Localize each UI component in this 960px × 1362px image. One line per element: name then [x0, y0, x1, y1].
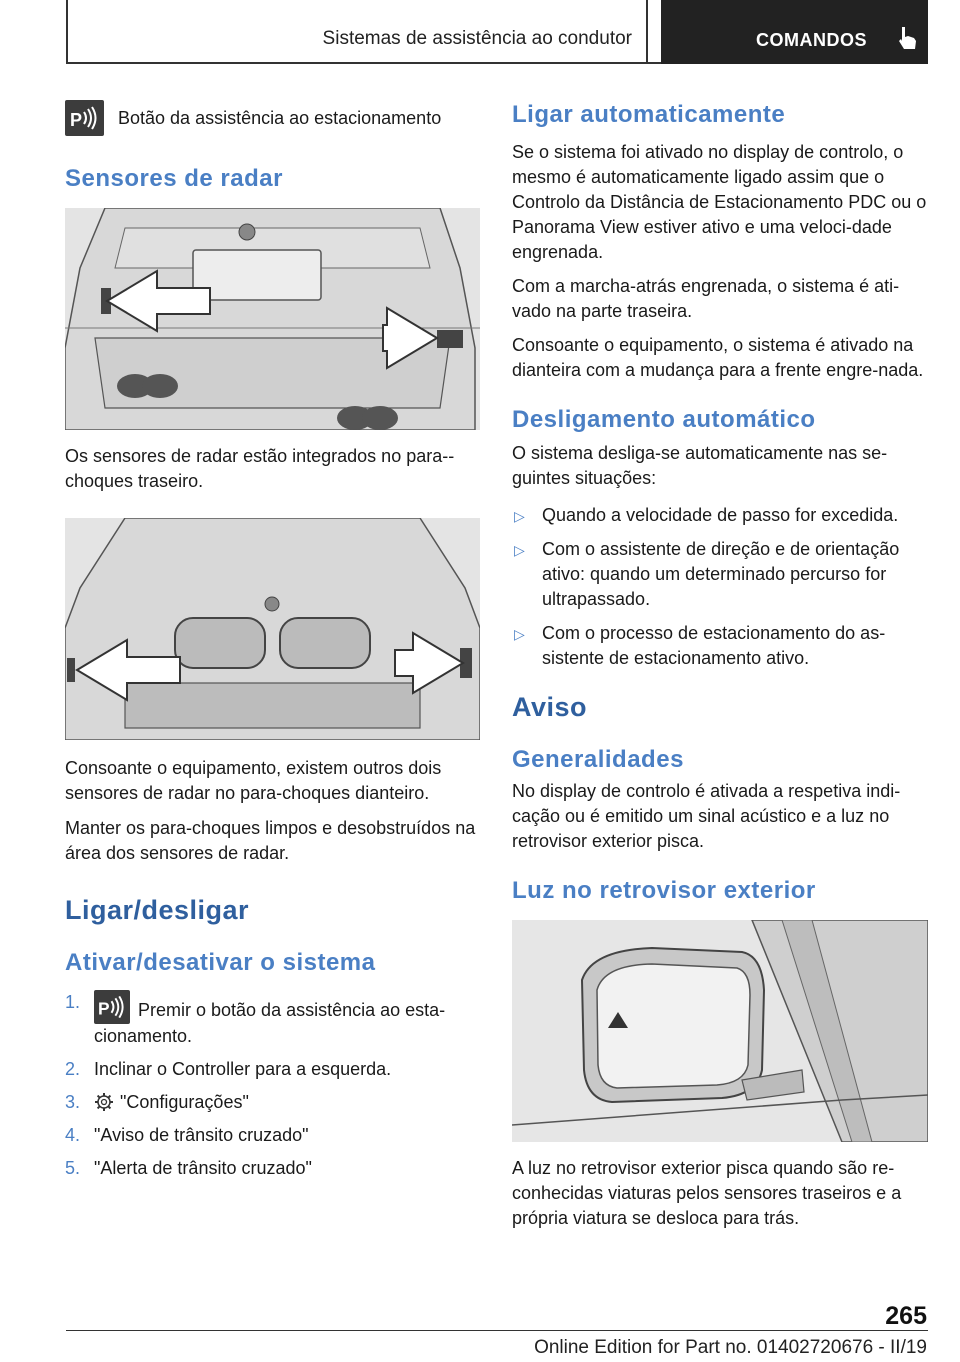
step-text: "Configurações" — [120, 1092, 249, 1112]
step-text: Premir o botão da assistência ao esta-cionamento. — [94, 1000, 446, 1046]
triangle-bullet-icon: ▷ — [514, 626, 525, 642]
keep-clean-text: Manter os para-choques limpos e desobstruídos na área dos sensores de radar. — [65, 818, 476, 863]
gear-icon — [94, 1092, 114, 1112]
page-number: 265 — [885, 1302, 927, 1330]
list-item — [512, 537, 930, 612]
list-item-text: Quando a velocidade de passo for excedida. — [542, 505, 899, 525]
mirror-figure — [512, 920, 928, 1142]
step-number: 4. — [65, 1125, 81, 1145]
step-item — [65, 1057, 480, 1082]
header-section-title: Sistemas de assistência ao condutor — [322, 28, 632, 49]
step-number: 2. — [65, 1059, 81, 1079]
footer-rule — [66, 1330, 928, 1331]
pdc-button-row — [65, 100, 480, 136]
step-item — [65, 990, 480, 1049]
right-column — [512, 100, 930, 1231]
parking-assist-button-icon — [65, 100, 104, 136]
footer-edition: Online Edition for Part no. 01402720676 - II/19 — [534, 1337, 927, 1358]
heading-warning: Aviso — [512, 692, 588, 722]
auto-on-text-1: Se o sistema foi ativado no display de controlo, o mesmo é automaticamente ligado assim que o Controlo da Distância de Estacionamento PDC ou o Panorama View estiver ativo e uma veloci-dade engrenada. — [512, 142, 927, 262]
list-item-text: Com o processo de estacionamento do as-sistente de estacionamento ativo. — [542, 623, 886, 668]
activation-steps — [65, 990, 480, 1181]
triangle-bullet-icon: ▷ — [514, 542, 525, 558]
mirror-light-text: A luz no retrovisor exterior pisca quando são re-conhecidas viaturas pelos sensores traseiros e a própria viatura se desloca para trás. — [512, 1158, 902, 1228]
parking-assist-button-icon — [94, 990, 130, 1024]
heading-general: Generalidades — [512, 746, 684, 773]
auto-off-text: O sistema desliga-se automaticamente nas se-guintes situações: — [512, 443, 888, 488]
side-mirror-illustration — [512, 920, 928, 1142]
rear-sensors-text: Os sensores de radar estão integrados no para--choques traseiro. — [65, 446, 455, 491]
heading-on-off: Ligar/desligar — [65, 895, 250, 925]
auto-off-conditions — [512, 503, 930, 671]
triangle-bullet-icon: ▷ — [514, 508, 525, 524]
auto-on-text-2: Com a marcha-atrás engrenada, o sistema é ati-vado na parte traseira. — [512, 276, 900, 321]
step-text: Inclinar o Controller para a esquerda. — [94, 1059, 392, 1079]
header-chapter-tab — [661, 0, 928, 64]
rear-bumper-figure — [65, 208, 480, 430]
step-item — [65, 1123, 480, 1148]
left-column — [65, 100, 480, 1189]
heading-auto-on: Ligar automaticamente — [512, 101, 786, 128]
step-item — [65, 1156, 480, 1181]
heading-radar-sensors: Sensores de radar — [65, 165, 283, 192]
svg-text:P: P — [70, 110, 83, 130]
step-text: "Alerta de trânsito cruzado" — [94, 1158, 312, 1178]
step-number: 1. — [65, 992, 81, 1012]
front-bumper-illustration — [65, 518, 480, 740]
hand-pointer-icon — [896, 25, 918, 51]
list-item — [512, 621, 930, 671]
step-text: "Aviso de trânsito cruzado" — [94, 1125, 309, 1145]
heading-mirror-light: Luz no retrovisor exterior — [512, 877, 816, 904]
header-chapter-title: COMANDOS — [756, 30, 867, 50]
heading-activate-system: Ativar/desativar o sistema — [65, 949, 376, 976]
heading-auto-off: Desligamento automático — [512, 406, 816, 433]
step-number: 5. — [65, 1158, 81, 1178]
front-bumper-figure — [65, 518, 480, 740]
list-item — [512, 503, 930, 528]
svg-text:P: P — [98, 998, 110, 1019]
header-section-tab — [66, 0, 648, 64]
step-number: 3. — [65, 1092, 81, 1112]
auto-on-text-3: Consoante o equipamento, o sistema é ativado na dianteira com a mudança para a frente engre-nada. — [512, 335, 924, 380]
pdc-button-caption: Botão da assistência ao estacionamento — [118, 108, 442, 128]
general-text: No display de controlo é ativada a respetiva indi-cação ou é emitido um sinal acústico e a luz no retrovisor exterior pisca. — [512, 781, 901, 851]
front-sensors-text: Consoante o equipamento, existem outros dois sensores de radar no para-choques dianteiro. — [65, 758, 442, 803]
rear-bumper-illustration — [65, 208, 480, 430]
list-item-text: Com o assistente de direção e de orientação ativo: quando um determinado percurso for ultrapassado. — [542, 539, 900, 609]
step-item — [65, 1090, 480, 1115]
